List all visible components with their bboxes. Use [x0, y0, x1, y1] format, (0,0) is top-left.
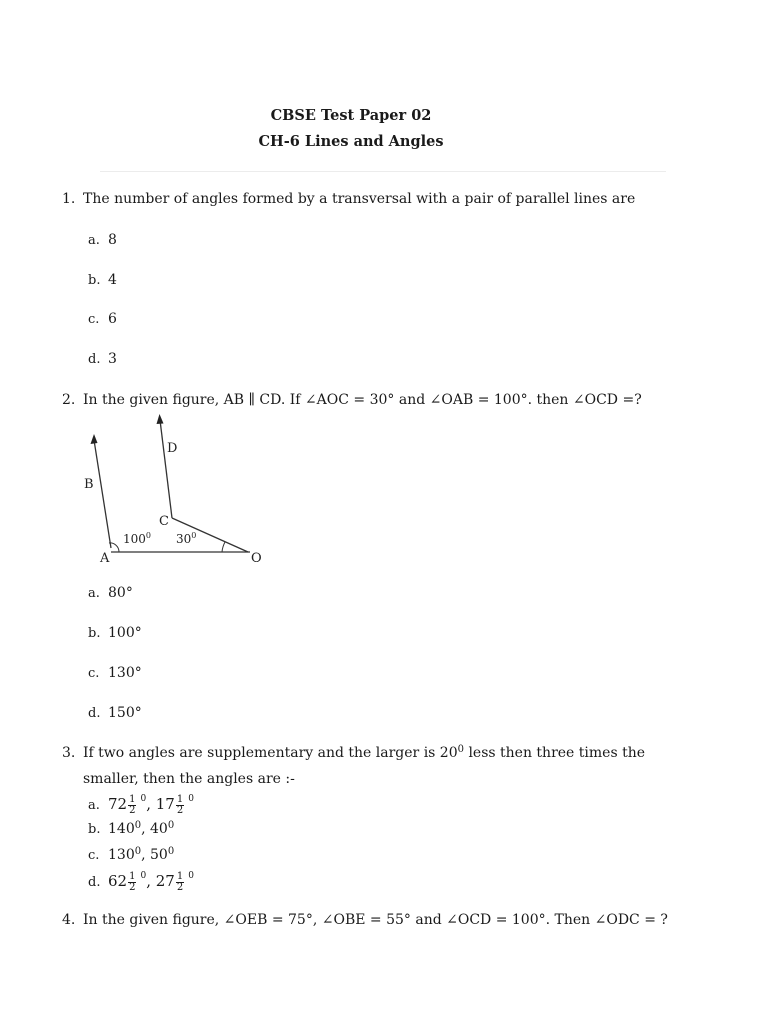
q3-option-c: c. $130^0$, $50^0$: [88, 846, 175, 863]
question-text: In the given figure, AB ∥ CD. If ∠AOC = 30° and ∠OAB = 100°. then ∠OCD =?: [83, 392, 642, 408]
q2-option-d: d. 150°: [88, 705, 142, 721]
question-text: The number of angles formed by a transversal with a pair of parallel lines are: [83, 191, 636, 207]
question-4: [62, 907, 668, 933]
fraction-half: $\frac{1}{2}$: [129, 793, 136, 816]
q3-option-a: a. 72 $\frac{1}{2}$ $^0$, 17 $\frac{1}{2}$ $^0$: [88, 793, 194, 816]
arrowhead-d: [157, 414, 164, 424]
label-d: D: [167, 441, 178, 456]
question-text: In the given figure, ∠OEB = 75°, ∠OBE = 55° and ∠OCD = 100°. Then ∠ODC = ?: [83, 912, 668, 928]
arrowhead-b: [91, 434, 98, 444]
label-o: O: [251, 551, 262, 566]
q3-option-b: b. $140^0$, $40^0$: [88, 820, 175, 837]
fraction-half: $\frac{1}{2}$: [176, 870, 184, 893]
q1-option-b: b. 4: [88, 272, 117, 288]
fraction-half: $\frac{1}{2}$: [129, 870, 136, 893]
q2-option-b: b. 100°: [88, 625, 142, 641]
question-number: 2.: [62, 392, 76, 408]
angle-arc-o: [222, 542, 225, 552]
parallel-lines-figure: [78, 410, 278, 570]
question-1: [62, 186, 635, 212]
question-number: 1.: [62, 191, 76, 207]
q1-option-d: d. 3: [88, 351, 117, 367]
q1-option-a: a. 8: [88, 232, 117, 248]
question-text: If two angles are supplementary and the larger is 20: [83, 745, 458, 761]
chapter-title: CH-6 Lines and Angles: [258, 133, 444, 150]
angle-label-a: $100^0$: [123, 531, 151, 546]
q2-option-c: c. 130°: [88, 665, 142, 681]
label-a: A: [100, 551, 110, 566]
question-number: 3.: [62, 745, 76, 761]
paper-title: CBSE Test Paper 02: [270, 107, 432, 124]
fraction-half: $\frac{1}{2}$: [176, 793, 184, 816]
question-3: 3. If two angles are supplementary and the larger is $20^0$ less then three times the: [62, 740, 645, 766]
ray-cd: [160, 420, 172, 518]
label-b: B: [84, 477, 94, 492]
q1-option-c: c. 6: [88, 311, 117, 327]
q2-option-a: a. 80°: [88, 585, 133, 601]
question-number: 4.: [62, 912, 76, 928]
label-c: C: [159, 514, 169, 529]
question-3-continued: smaller, then the angles are :-: [83, 771, 295, 787]
angle-label-o: $30^0$: [176, 531, 197, 546]
header-divider: [100, 171, 666, 172]
q3-option-d: d. 62 $\frac{1}{2}$ $^0$, 27 $\frac{1}{2}$ $^0$: [88, 870, 194, 893]
ray-ab: [94, 440, 111, 548]
